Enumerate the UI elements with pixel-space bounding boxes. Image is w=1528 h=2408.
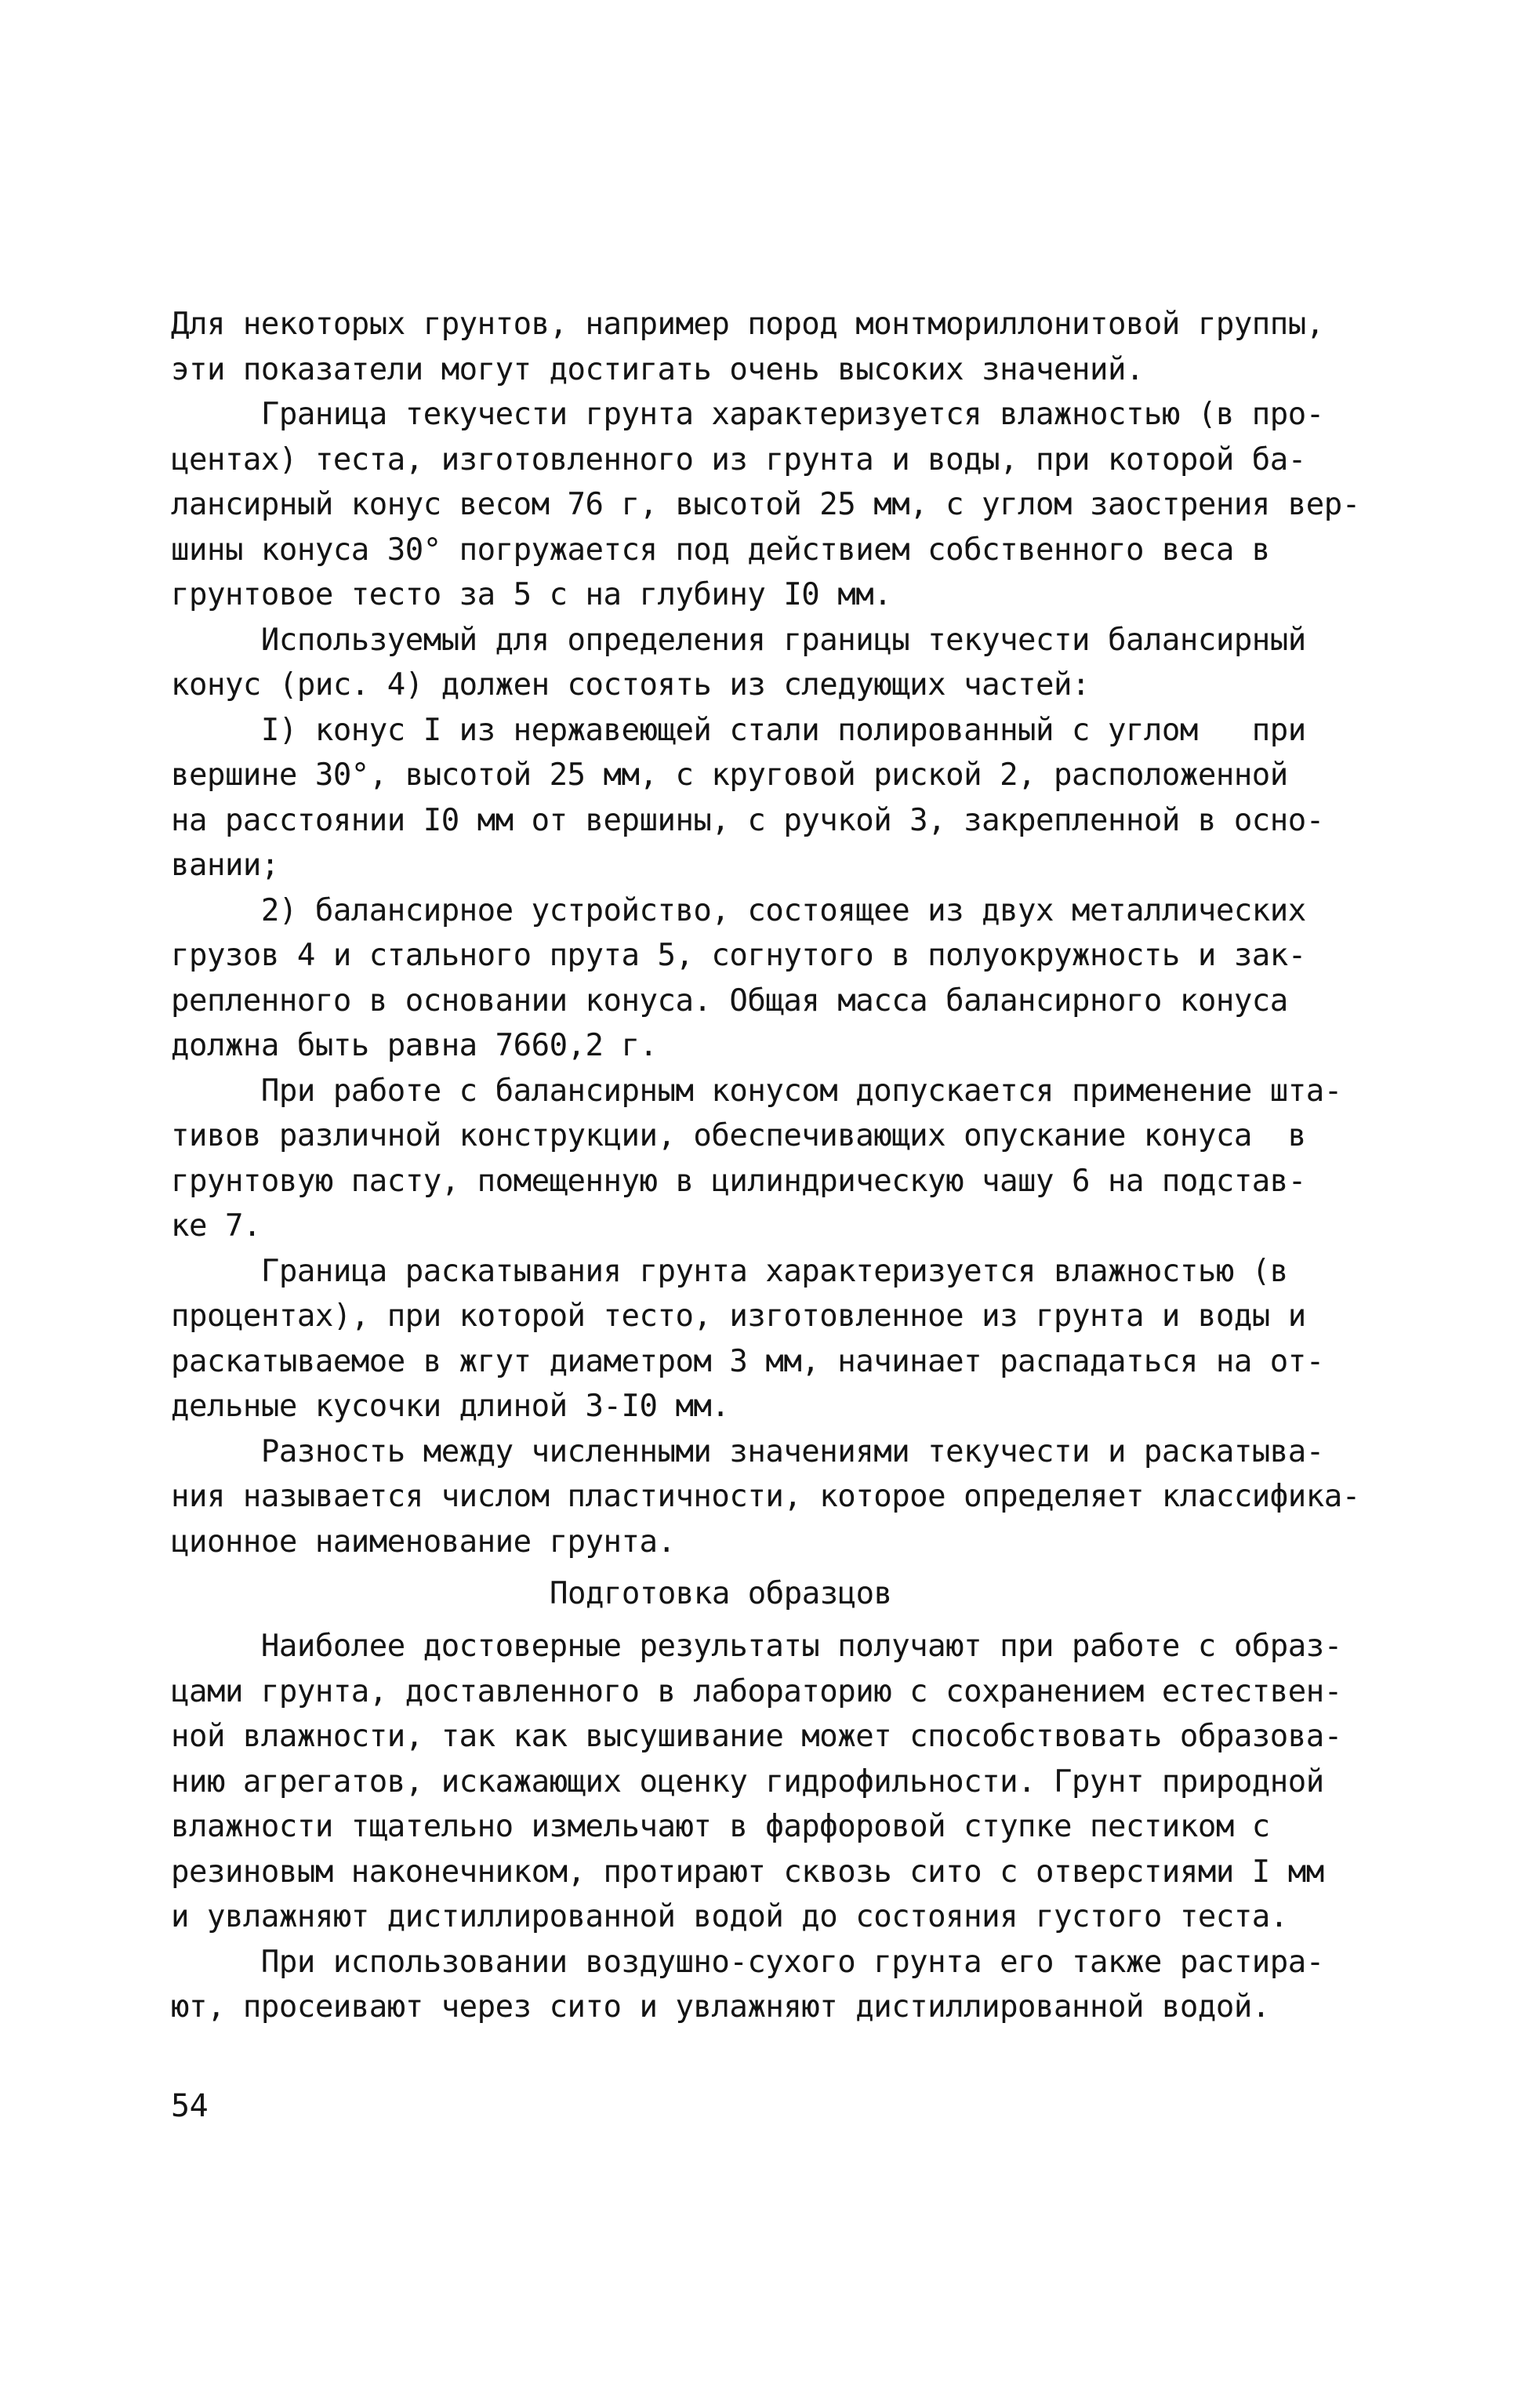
text-line: влажности тщательно измельчают в фарфоровой ступке пестиком с xyxy=(171,1809,1270,1844)
page-number: 54 xyxy=(171,2088,209,2124)
text-line: При использовании воздушно-сухого грунта его также растира- xyxy=(171,1944,1324,1980)
text-line: шины конуса 30° погружается под действием собственного веса в xyxy=(171,532,1270,568)
text-line: ной влажности, так как высушивание может способствовать образова- xyxy=(171,1719,1342,1754)
text-line: цами грунта, доставленного в лабораторию с сохранением естествен- xyxy=(171,1673,1342,1709)
text-line: ния называется числом пластичности, которое определяет классифика- xyxy=(171,1479,1360,1514)
text-line: грунтовую пасту, помещенную в цилиндрическую чашу 6 на подстав- xyxy=(171,1163,1306,1199)
text-line: грузов 4 и стального прута 5, согнутого в полуокружность и зак- xyxy=(171,938,1306,973)
text-line: При работе с балансирным конусом допускается применение шта- xyxy=(171,1073,1342,1109)
text-line: Разность между численными значениями текучести и раскатыва- xyxy=(171,1433,1324,1469)
section-heading: Подготовка образцов xyxy=(550,1576,892,1611)
text-line: вании; xyxy=(171,848,279,883)
text-line: нию агрегатов, искажающих оценку гидрофильности. Грунт природной xyxy=(171,1763,1324,1800)
text-line: ют, просеивают через сито и увлажняют дистиллированной водой. xyxy=(171,1989,1270,2025)
text-line: грунтовое тесто за 5 с на глубину I0 мм. xyxy=(171,577,892,612)
text-line: 2) балансирное устройство, состоящее из двух металлических xyxy=(171,892,1306,928)
text-line: ке 7. xyxy=(171,1208,261,1244)
text-line: должна быть равна 7660,2 г. xyxy=(171,1028,658,1063)
text-line: дельные кусочки длиной 3-I0 мм. xyxy=(171,1389,730,1424)
text-line: Граница раскатывания грунта характеризуется влажностью (в xyxy=(171,1253,1288,1289)
text-line: репленного в основании конуса. Общая масса балансирного конуса xyxy=(171,982,1288,1019)
text-line: ционное наименование грунта. xyxy=(171,1524,676,1560)
text-line: лансирный конус весом 76 г, высотой 25 мм, с углом заострения вер- xyxy=(171,487,1360,522)
text-line: центах) теста, изготовленного из грунта и воды, при которой ба- xyxy=(171,441,1306,478)
text-line: раскатываемое в жгут диаметром 3 мм, начинает распадаться на от- xyxy=(171,1343,1324,1379)
text-line: на расстоянии I0 мм от вершины, с ручкой 3, закрепленной в осно- xyxy=(171,802,1324,838)
body-text xyxy=(171,302,1370,2030)
text-line: I) конус I из нержавеющей стали полированный с углом при xyxy=(171,712,1306,748)
text-line: Используемый для определения границы текучести балансирный xyxy=(171,622,1306,658)
text-line: эти показатели могут достигать очень высоких значений. xyxy=(171,351,1144,387)
text-line: резиновым наконечником, протирают сквозь сито с отверстиями I мм xyxy=(171,1854,1324,1890)
text-line: тивов различной конструкции, обеспечивающих опускание конуса в xyxy=(171,1118,1306,1153)
text-line: Для некоторых грунтов, например пород монтмориллонитовой группы, xyxy=(171,307,1324,342)
text-line: конус (рис. 4) должен состоять из следующих частей: xyxy=(171,667,1090,703)
text-line: процентах), при которой тесто, изготовленное из грунта и воды и xyxy=(171,1298,1306,1334)
text-line: вершине 30°, высотой 25 мм, с круговой риской 2, расположенной xyxy=(171,757,1288,793)
text-line: Граница текучести грунта характеризуется влажностью (в про- xyxy=(171,397,1324,432)
text-line: и увлажняют дистиллированной водой до состояния густого теста. xyxy=(171,1899,1288,1934)
text-line: Наиболее достоверные результаты получают при работе с образ- xyxy=(171,1629,1342,1664)
